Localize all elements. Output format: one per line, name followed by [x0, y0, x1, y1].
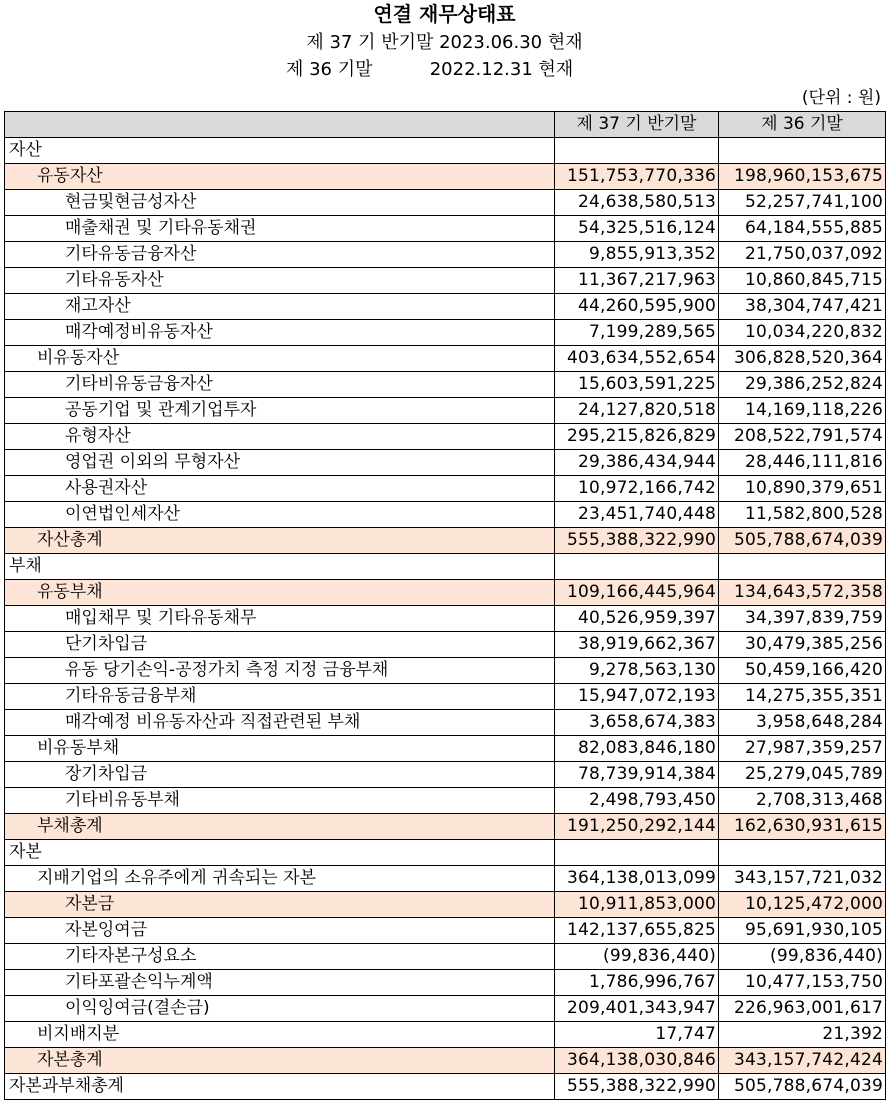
table-row — [5, 892, 886, 918]
current-value: 555,388,322,990 — [555, 1074, 719, 1100]
account-label: 매각예정비유동자산 — [5, 320, 555, 346]
account-label: 자본 — [5, 840, 555, 866]
current-value — [555, 840, 719, 866]
account-label: 자산총계 — [5, 528, 555, 554]
account-label: 이익잉여금(결손금) — [5, 996, 555, 1022]
prior-value: 64,184,555,885 — [719, 216, 886, 242]
account-label: 기타비유동금융자산 — [5, 372, 555, 398]
current-value: 109,166,445,964 — [555, 580, 719, 606]
account-label: 이연법인세자산 — [5, 502, 555, 528]
account-label: 기타유동금융부채 — [5, 684, 555, 710]
table-row — [5, 970, 886, 996]
prior-value: 21,392 — [719, 1022, 886, 1048]
prior-value — [719, 554, 886, 580]
prior-value: 505,788,674,039 — [719, 528, 886, 554]
prior-value: 14,275,355,351 — [719, 684, 886, 710]
current-value — [555, 138, 719, 164]
prior-value — [719, 840, 886, 866]
table-row — [5, 944, 886, 970]
current-value: 555,388,322,990 — [555, 528, 719, 554]
prior-value: 11,582,800,528 — [719, 502, 886, 528]
table-row — [5, 762, 886, 788]
table-row — [5, 242, 886, 268]
current-value: 364,138,030,846 — [555, 1048, 719, 1074]
table-row — [5, 840, 886, 866]
table-row — [5, 268, 886, 294]
prior-value: 34,397,839,759 — [719, 606, 886, 632]
prior-value: 27,987,359,257 — [719, 736, 886, 762]
account-label: 유동부채 — [5, 580, 555, 606]
prior-value: 306,828,520,364 — [719, 346, 886, 372]
table-row — [5, 1022, 886, 1048]
current-value: 54,325,516,124 — [555, 216, 719, 242]
prior-value: 10,034,220,832 — [719, 320, 886, 346]
current-value: 15,603,591,225 — [555, 372, 719, 398]
prior-value: 208,522,791,574 — [719, 424, 886, 450]
prior-value: 25,279,045,789 — [719, 762, 886, 788]
account-label: 비유동자산 — [5, 346, 555, 372]
current-value: 1,786,996,767 — [555, 970, 719, 996]
account-label: 자산 — [5, 138, 555, 164]
prior-value: 14,169,118,226 — [719, 398, 886, 424]
prior-value: 198,960,153,675 — [719, 164, 886, 190]
table-row — [5, 684, 886, 710]
current-value: 364,138,013,099 — [555, 866, 719, 892]
current-value: 151,753,770,336 — [555, 164, 719, 190]
header-row — [5, 112, 886, 138]
prior-value: 505,788,674,039 — [719, 1074, 886, 1100]
current-value: 7,199,289,565 — [555, 320, 719, 346]
table-row — [5, 814, 886, 840]
table-row — [5, 164, 886, 190]
period-prior: 제 36 기말 2022.12.31 현재 — [286, 59, 574, 80]
prior-value: 38,304,747,421 — [719, 294, 886, 320]
current-value: 24,638,580,513 — [555, 190, 719, 216]
account-label: 부채총계 — [5, 814, 555, 840]
account-label: 매각예정 비유동자산과 직접관련된 부채 — [5, 710, 555, 736]
prior-value: 10,890,379,651 — [719, 476, 886, 502]
current-value: 11,367,217,963 — [555, 268, 719, 294]
prior-value: 2,708,313,468 — [719, 788, 886, 814]
account-label: 자본과부채총계 — [5, 1074, 555, 1100]
table-row — [5, 138, 886, 164]
prior-value: 162,630,931,615 — [719, 814, 886, 840]
table-row — [5, 788, 886, 814]
table-row — [5, 918, 886, 944]
prior-value: 3,958,648,284 — [719, 710, 886, 736]
current-value: 2,498,793,450 — [555, 788, 719, 814]
account-label: 자본잉여금 — [5, 918, 555, 944]
account-label: 유동 당기손익-공정가치 측정 지정 금융부채 — [5, 658, 555, 684]
table-row — [5, 476, 886, 502]
prior-value: 343,157,721,032 — [719, 866, 886, 892]
current-value: 295,215,826,829 — [555, 424, 719, 450]
current-value: 17,747 — [555, 1022, 719, 1048]
prior-value: 52,257,741,100 — [719, 190, 886, 216]
current-value: 142,137,655,825 — [555, 918, 719, 944]
account-label: 기타자본구성요소 — [5, 944, 555, 970]
account-label: 유동자산 — [5, 164, 555, 190]
account-label: 단기차입금 — [5, 632, 555, 658]
table-row — [5, 554, 886, 580]
prior-value: 226,963,001,617 — [719, 996, 886, 1022]
current-value: 82,083,846,180 — [555, 736, 719, 762]
unit-label: (단위 : 원) — [801, 88, 881, 108]
current-value: 403,634,552,654 — [555, 346, 719, 372]
table-row — [5, 1074, 886, 1100]
current-value: 38,919,662,367 — [555, 632, 719, 658]
account-label: 기타포괄손익누계액 — [5, 970, 555, 996]
prior-value: 21,750,037,092 — [719, 242, 886, 268]
current-value: 40,526,959,397 — [555, 606, 719, 632]
account-label: 비지배지분 — [5, 1022, 555, 1048]
account-label: 유형자산 — [5, 424, 555, 450]
prior-value: (99,836,440) — [719, 944, 886, 970]
table-row — [5, 736, 886, 762]
current-value: 191,250,292,144 — [555, 814, 719, 840]
account-label: 매출채권 및 기타유동채권 — [5, 216, 555, 242]
prior-value: 29,386,252,824 — [719, 372, 886, 398]
table-row — [5, 658, 886, 684]
account-label: 부채 — [5, 554, 555, 580]
prior-value: 95,691,930,105 — [719, 918, 886, 944]
account-label: 매입채무 및 기타유동채무 — [5, 606, 555, 632]
account-label: 자본금 — [5, 892, 555, 918]
account-label: 공동기업 및 관계기업투자 — [5, 398, 555, 424]
account-label: 기타유동금융자산 — [5, 242, 555, 268]
current-value: (99,836,440) — [555, 944, 719, 970]
current-value: 23,451,740,448 — [555, 502, 719, 528]
table-row — [5, 372, 886, 398]
prior-value: 10,860,845,715 — [719, 268, 886, 294]
account-label: 현금및현금성자산 — [5, 190, 555, 216]
table-row — [5, 580, 886, 606]
account-label: 기타유동자산 — [5, 268, 555, 294]
table-row — [5, 424, 886, 450]
prior-value: 50,459,166,420 — [719, 658, 886, 684]
prior-value: 343,157,742,424 — [719, 1048, 886, 1074]
current-value: 10,972,166,742 — [555, 476, 719, 502]
table-row — [5, 190, 886, 216]
table-row — [5, 866, 886, 892]
table-row — [5, 632, 886, 658]
account-label: 재고자산 — [5, 294, 555, 320]
current-value: 3,658,674,383 — [555, 710, 719, 736]
prior-value: 10,477,153,750 — [719, 970, 886, 996]
table-row — [5, 996, 886, 1022]
period-current: 제 37 기 반기말 2023.06.30 현재 — [306, 32, 583, 53]
statement-title: 연결 재무상태표 — [373, 2, 516, 26]
table-body — [5, 138, 886, 1100]
current-value: 44,260,595,900 — [555, 294, 719, 320]
table-row — [5, 450, 886, 476]
table-row — [5, 502, 886, 528]
table-row — [5, 528, 886, 554]
current-value: 15,947,072,193 — [555, 684, 719, 710]
balance-sheet-table — [4, 111, 886, 1100]
prior-value — [719, 138, 886, 164]
table-row — [5, 320, 886, 346]
current-value: 209,401,343,947 — [555, 996, 719, 1022]
account-label: 비유동부채 — [5, 736, 555, 762]
table-row — [5, 710, 886, 736]
current-value: 9,855,913,352 — [555, 242, 719, 268]
table-row — [5, 1048, 886, 1074]
current-value: 24,127,820,518 — [555, 398, 719, 424]
account-label: 장기차입금 — [5, 762, 555, 788]
account-label: 자본총계 — [5, 1048, 555, 1074]
prior-value: 10,125,472,000 — [719, 892, 886, 918]
table-row — [5, 398, 886, 424]
current-value: 9,278,563,130 — [555, 658, 719, 684]
account-label: 기타비유동부채 — [5, 788, 555, 814]
current-value — [555, 554, 719, 580]
table-row — [5, 294, 886, 320]
header-account — [5, 112, 555, 138]
table-row — [5, 606, 886, 632]
current-value: 78,739,914,384 — [555, 762, 719, 788]
header-prior-period: 제 36 기말 — [719, 112, 886, 138]
table-row — [5, 346, 886, 372]
prior-value: 134,643,572,358 — [719, 580, 886, 606]
current-value: 10,911,853,000 — [555, 892, 719, 918]
table-row — [5, 216, 886, 242]
account-label: 사용권자산 — [5, 476, 555, 502]
header-current-period: 제 37 기 반기말 — [555, 112, 719, 138]
account-label: 지배기업의 소유주에게 귀속되는 자본 — [5, 866, 555, 892]
prior-value: 30,479,385,256 — [719, 632, 886, 658]
prior-value: 28,446,111,816 — [719, 450, 886, 476]
current-value: 29,386,434,944 — [555, 450, 719, 476]
account-label: 영업권 이외의 무형자산 — [5, 450, 555, 476]
